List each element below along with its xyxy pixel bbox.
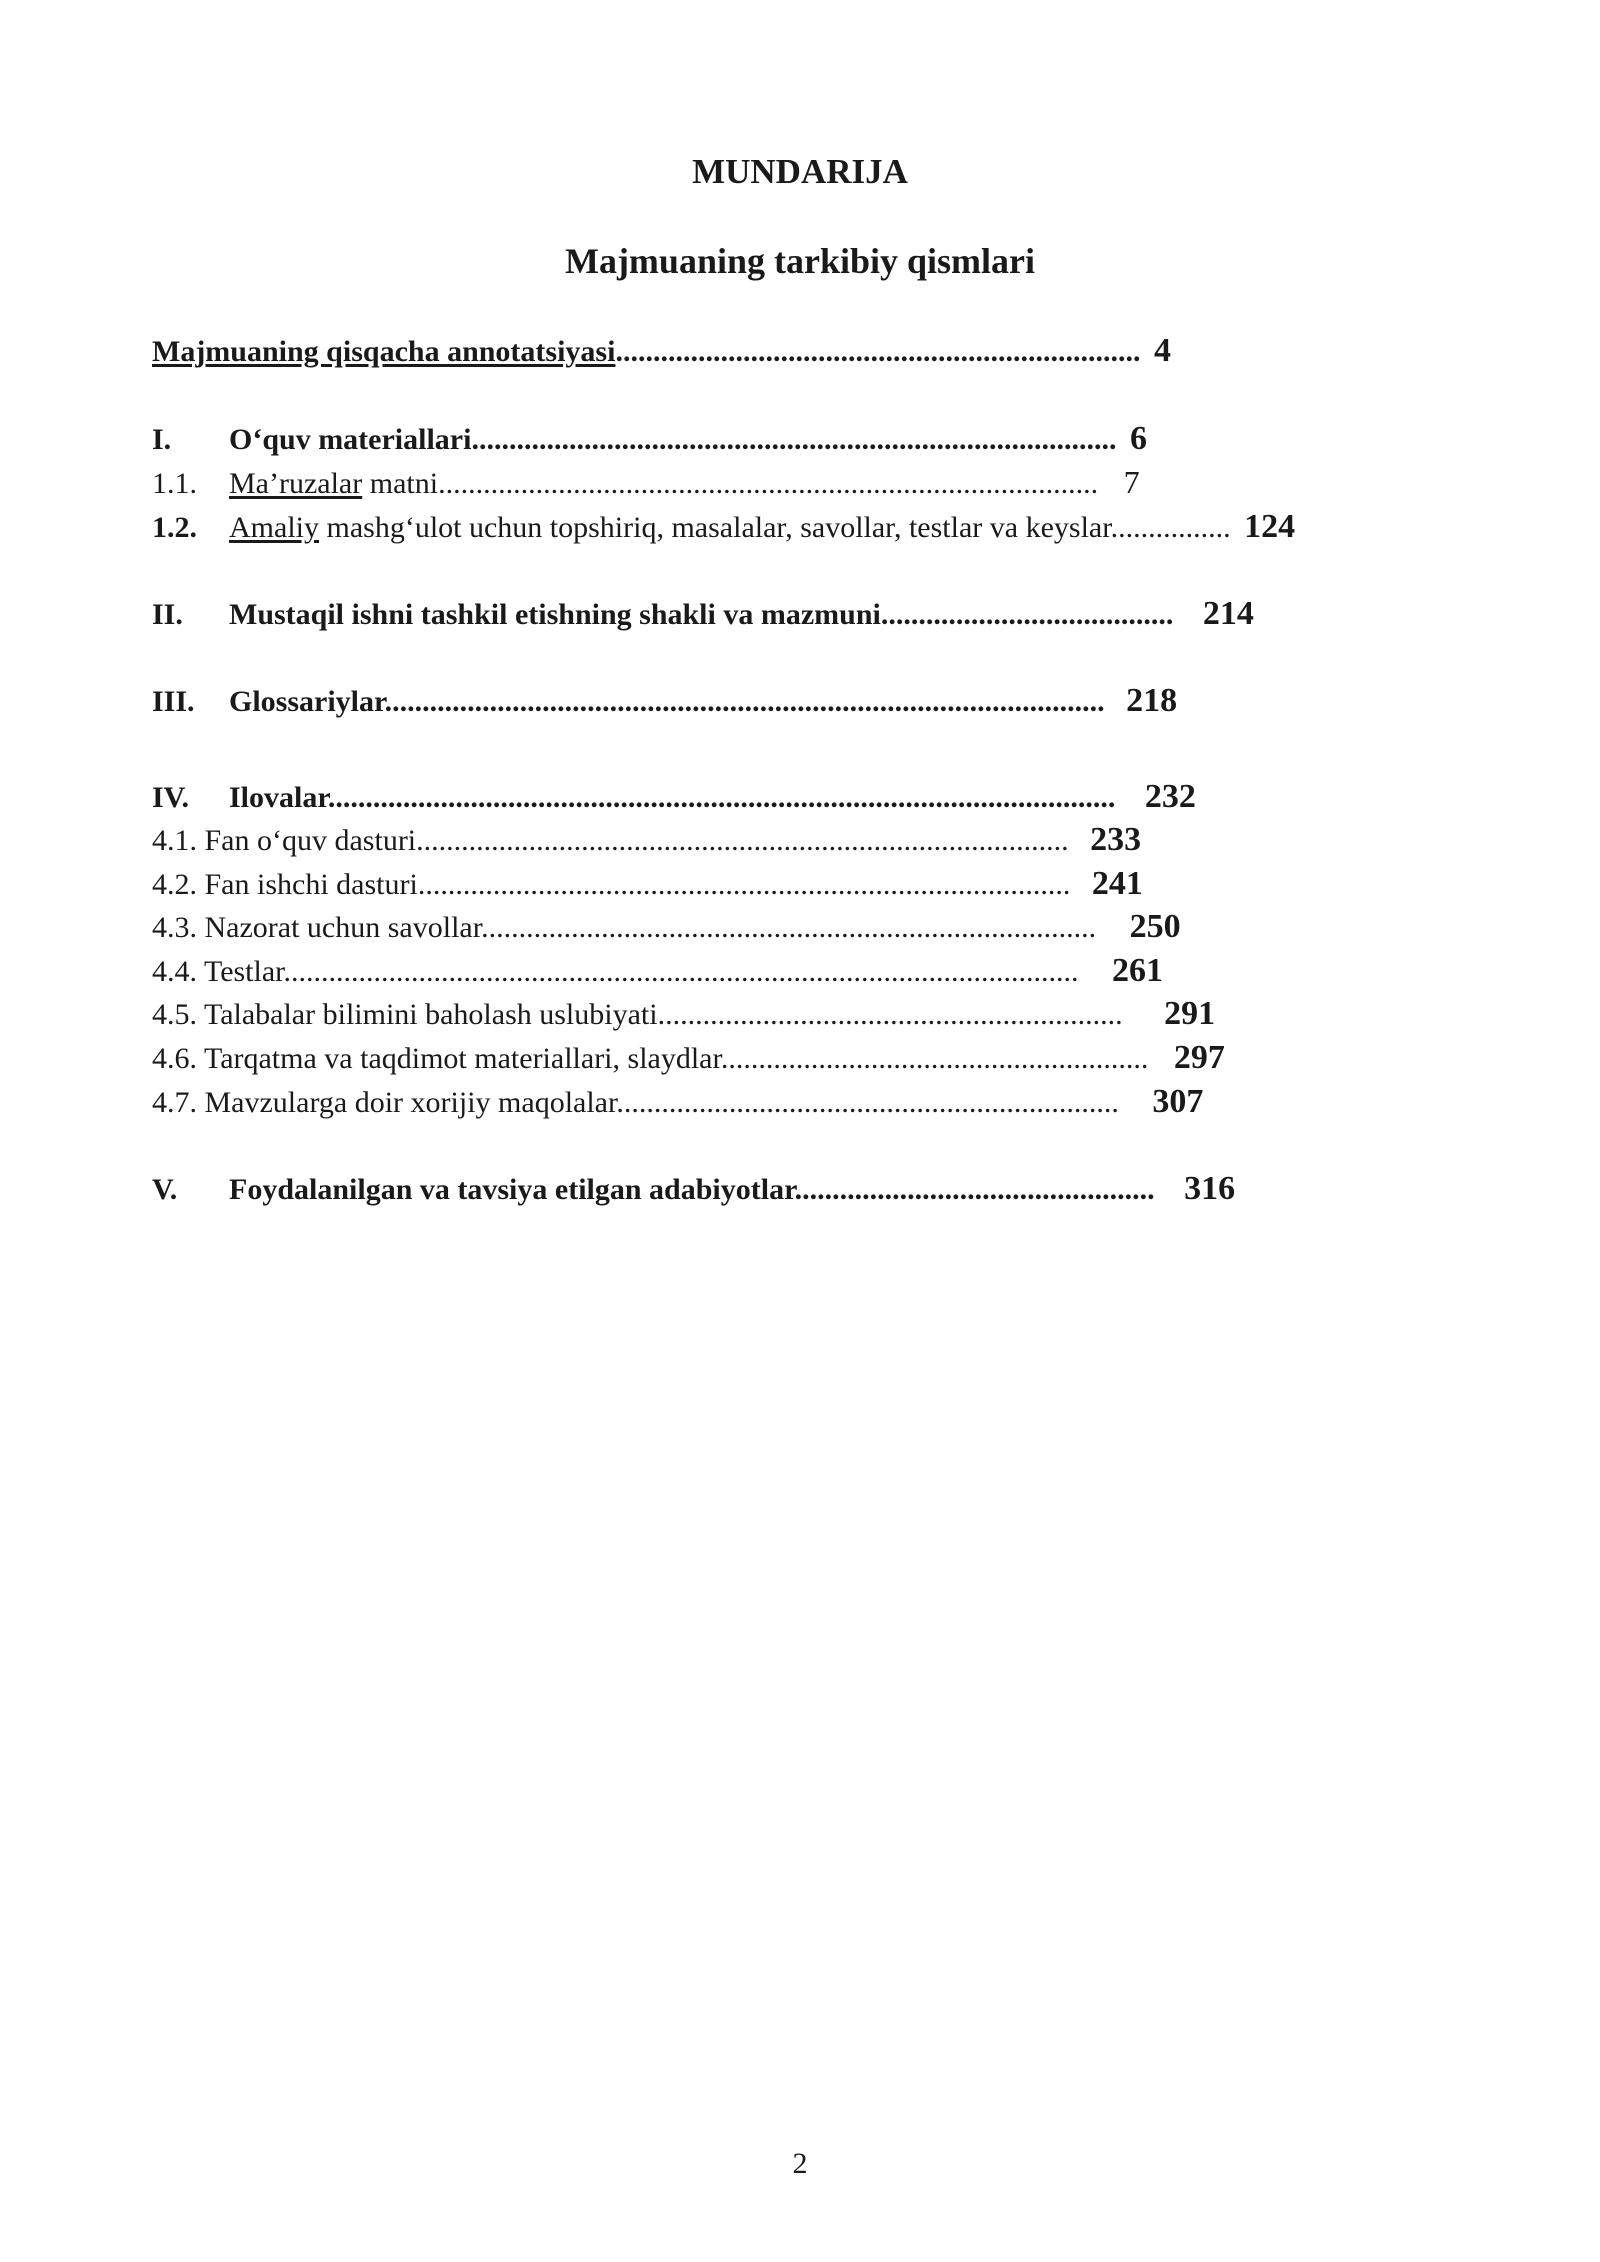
toc-leader: ....................................................................................... bbox=[417, 868, 1071, 901]
toc-section-number: IV. bbox=[152, 781, 189, 814]
toc-page-number: 232 bbox=[1144, 778, 1196, 815]
toc-entry-section-2[interactable] bbox=[152, 597, 1254, 631]
toc-entry-4-7[interactable] bbox=[152, 1085, 1203, 1119]
toc-entry-section-5[interactable] bbox=[152, 1172, 1235, 1206]
toc-entry-title: 4.7. Mavzularga doir xorijiy maqolalar bbox=[152, 1086, 617, 1119]
toc-entry-section-3[interactable] bbox=[152, 684, 1177, 718]
toc-entry-1-1[interactable] bbox=[152, 466, 1140, 499]
toc-section-number: III. bbox=[152, 685, 195, 718]
toc-entry-title: 4.4. Testlar bbox=[152, 955, 284, 988]
toc-entry-title-underlined: Amaliy bbox=[229, 511, 319, 544]
toc-page-number: 307 bbox=[1152, 1083, 1204, 1120]
toc-leader: ...................................................................... bbox=[615, 335, 1141, 368]
toc-entry-title-underlined: Ma’ruzalar bbox=[229, 467, 363, 500]
toc-entry-title: 4.5. Talabalar bilimini baholash uslubiyati bbox=[152, 998, 658, 1031]
toc-section-number: 1.2. bbox=[152, 511, 197, 544]
toc-page-number: 316 bbox=[1184, 1170, 1236, 1207]
document-title: MUNDARIJA bbox=[692, 152, 908, 191]
toc-page-number: 250 bbox=[1129, 908, 1181, 945]
toc-leader: ...................................................................................... bbox=[471, 423, 1117, 456]
toc-page-number: 124 bbox=[1244, 508, 1296, 545]
toc-entry-1-2[interactable] bbox=[152, 510, 1295, 544]
toc-page-number: 218 bbox=[1126, 682, 1178, 719]
toc-leader: .......................................................................................................... bbox=[283, 955, 1079, 988]
toc-entry-4-5[interactable] bbox=[152, 997, 1215, 1031]
toc-leader: .................................................................................. bbox=[481, 911, 1097, 944]
toc-entry-4-1[interactable] bbox=[152, 823, 1141, 857]
toc-leader: ....................................................................................... bbox=[416, 824, 1069, 857]
toc-section-number: V. bbox=[152, 1173, 178, 1206]
toc-leader: .............................................................. bbox=[657, 998, 1123, 1031]
page-number-footer: 2 bbox=[792, 2147, 808, 2180]
toc-page-number: 291 bbox=[1164, 995, 1216, 1032]
toc-entry-title: Glossariylar bbox=[229, 685, 385, 718]
toc-entry-4-4[interactable] bbox=[152, 954, 1163, 988]
toc-page-number: 297 bbox=[1173, 1039, 1225, 1076]
toc-entry-title: matni bbox=[362, 467, 439, 500]
toc-page-number: 233 bbox=[1090, 821, 1142, 858]
toc-entry-section-4[interactable] bbox=[152, 780, 1196, 814]
toc-leader: ........................................................................................ bbox=[438, 467, 1099, 500]
toc-section-number: 1.1. bbox=[152, 467, 197, 500]
toc-page-number: 241 bbox=[1091, 865, 1143, 902]
toc-entry-annotation[interactable] bbox=[152, 334, 1171, 368]
toc-page-number: 7 bbox=[1123, 464, 1140, 500]
toc-leader: ................................................................... bbox=[616, 1086, 1119, 1119]
toc-entry-title: Ilovalar bbox=[229, 781, 328, 814]
toc-leader: ......................................................................................................... bbox=[327, 781, 1116, 814]
toc-leader: ................................................................................................ bbox=[384, 685, 1105, 718]
toc-page-number: 261 bbox=[1112, 952, 1163, 989]
toc-section-number: II. bbox=[152, 598, 183, 631]
toc-entry-title: Majmuaning qisqacha annotatsiyasi bbox=[152, 335, 616, 368]
toc-entry-title: Foydalanilgan va tavsiya etilgan adabiyotlar bbox=[229, 1173, 795, 1206]
toc-leader: ......................................................... bbox=[720, 1042, 1149, 1075]
toc-entry-4-6[interactable] bbox=[152, 1041, 1225, 1075]
toc-entry-title: mashg‘ulot uchun topshiriq, masalalar, savollar, testlar va keyslar bbox=[319, 511, 1111, 544]
toc-entry-title: 4.3. Nazorat uchun savollar bbox=[152, 911, 482, 944]
toc-entry-4-3[interactable] bbox=[152, 910, 1181, 944]
toc-entry-title: 4.1. Fan o‘quv dasturi bbox=[152, 824, 417, 857]
document-subtitle: Majmuaning tarkibiy qismlari bbox=[564, 241, 1036, 281]
toc-page-number: 4 bbox=[1153, 332, 1171, 369]
toc-page-number: 214 bbox=[1202, 595, 1254, 632]
toc-leader: ................ bbox=[1110, 511, 1231, 544]
toc-page-number: 6 bbox=[1129, 420, 1147, 457]
toc-leader: ................................................ bbox=[794, 1173, 1155, 1206]
toc-entry-title: 4.6. Tarqatma va taqdimot materiallari, slaydlar bbox=[152, 1042, 721, 1075]
toc-entry-title: 4.2. Fan ishchi dasturi bbox=[152, 868, 418, 901]
toc-entry-section-1[interactable] bbox=[152, 422, 1147, 456]
toc-entry-4-2[interactable] bbox=[152, 867, 1143, 901]
toc-leader: ....................................... bbox=[880, 598, 1174, 631]
toc-entry-title: O‘quv materiallari bbox=[229, 423, 472, 456]
toc-entry-title: Mustaqil ishni tashkil etishning shakli va mazmuni bbox=[229, 598, 881, 631]
toc-section-number: I. bbox=[152, 423, 172, 456]
